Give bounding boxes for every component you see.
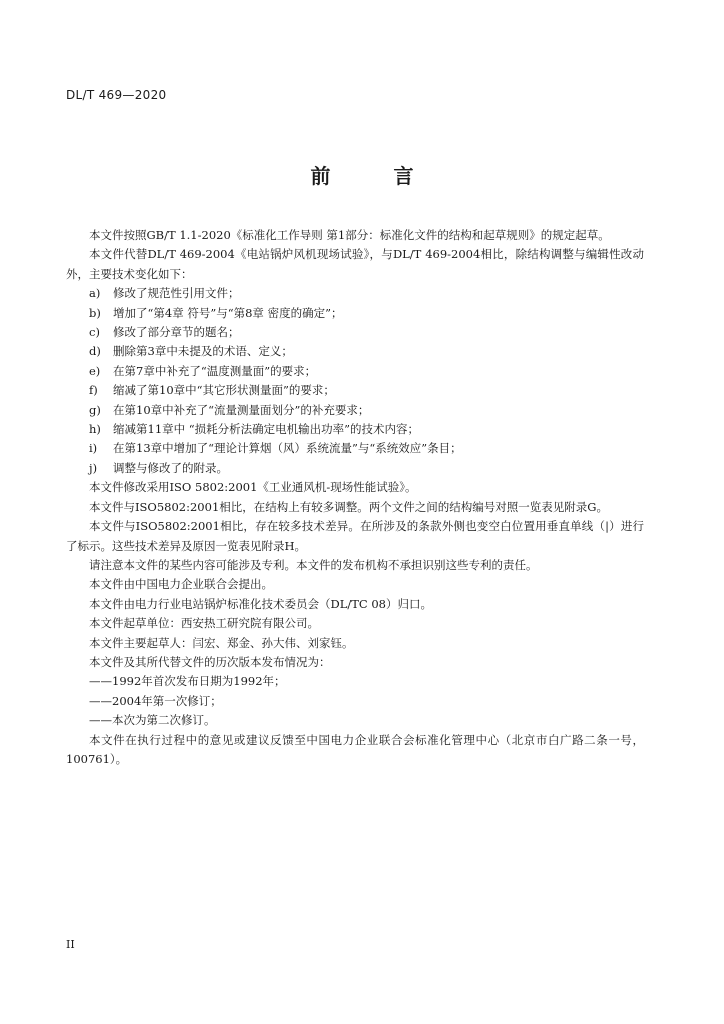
list-text: 缩减了第10章中“其它形状测量面”的要求； <box>113 383 335 398</box>
list-marker: c) <box>89 325 100 340</box>
list-marker: h) <box>89 422 101 437</box>
list-marker: i) <box>89 441 98 456</box>
list-text: 调整与修改了的附录。 <box>113 460 228 475</box>
paragraph: 请注意本文件的某些内容可能涉及专利。本文件的发布机构不承担识别这些专利的责任。 <box>89 557 538 572</box>
paragraph: 本文件与ISO5802:2001相比，存在较多技术差异。在所涉及的条款外侧也变空白位置用垂直单线（|）进行了标示。这些技术差异及原因一览表见附录H。 <box>66 519 644 553</box>
list-text: 在第7章中补充了“温度测量面”的要求； <box>113 363 317 378</box>
list-marker: a) <box>89 286 101 301</box>
change-list <box>66 284 644 478</box>
list-text: 修改了部分章节的题名； <box>113 325 240 340</box>
list-item <box>66 342 644 361</box>
page-title: 前 言 <box>310 164 442 188</box>
paragraph: 本文件在执行过程中的意见或建议反馈至中国电力企业联合会标准化管理中心（北京市白广路二条一号，100761）。 <box>66 732 644 766</box>
list-item <box>66 420 644 439</box>
list-item <box>66 459 644 478</box>
list-item <box>66 401 644 420</box>
paragraph: 本文件主要起草人：闫宏、郑金、孙大伟、刘家钰。 <box>89 635 354 650</box>
document-body <box>66 226 644 769</box>
paragraph: 本文件按照GB/T 1.1-2020《标准化工作导则 第1部分：标准化文件的结构和起草规则》的规定起草。 <box>89 228 610 242</box>
history-item: ——2004年第一次修订； <box>89 693 222 708</box>
history-item: ——1992年首次发布日期为1992年； <box>89 674 286 689</box>
paragraph: 本文件修改采用ISO 5802:2001《工业通风机-现场性能试验》。 <box>89 480 417 495</box>
list-text: 增加了“第4章 符号”与“第8章 密度的确定”； <box>113 305 343 320</box>
list-text: 修改了规范性引用文件； <box>113 286 240 301</box>
list-marker: j) <box>89 460 98 475</box>
page-number: II <box>66 938 75 951</box>
list-marker: d) <box>89 344 101 359</box>
list-item <box>66 284 644 303</box>
list-marker: f) <box>89 383 98 398</box>
list-text: 删除第3章中未提及的术语、定义； <box>113 344 293 359</box>
list-marker: b) <box>89 305 101 320</box>
list-text: 在第13章中增加了“理论计算烟（风）系统流量”与“系统效应”条目； <box>113 441 462 456</box>
list-text: 在第10章中补充了“流量测量面划分”的补充要求； <box>113 402 370 417</box>
paragraph: 本文件由中国电力企业联合会提出。 <box>89 577 273 592</box>
history-list <box>66 672 644 730</box>
paragraph: 本文件及其所代替文件的历次版本发布情况为： <box>89 654 331 669</box>
list-marker: g) <box>89 402 101 417</box>
paragraph: 本文件与ISO5802:2001相比，在结构上有较多调整。两个文件之间的结构编号对照一览表见附录G。 <box>89 499 608 514</box>
history-item: ——本次为第二次修订。 <box>89 713 216 728</box>
list-item <box>66 381 644 400</box>
paragraph: 本文件起草单位：西安热工研究院有限公司。 <box>89 616 319 631</box>
standard-number: DL/T 469—2020 <box>66 88 167 102</box>
list-item <box>66 439 644 458</box>
list-item <box>66 323 644 342</box>
list-item <box>66 304 644 323</box>
paragraph: 本文件代替DL/T 469-2004《电站锅炉风机现场试验》，与DL/T 469-2004相比，除结构调整与编辑性改动外，主要技术变化如下： <box>66 247 644 281</box>
list-item <box>66 362 644 381</box>
list-text: 缩减第11章中 “损耗分析法确定电机输出功率”的技术内容； <box>113 422 420 437</box>
list-marker: e) <box>89 363 101 378</box>
paragraph: 本文件由电力行业电站锅炉标准化技术委员会（DL/TC 08）归口。 <box>89 596 432 611</box>
